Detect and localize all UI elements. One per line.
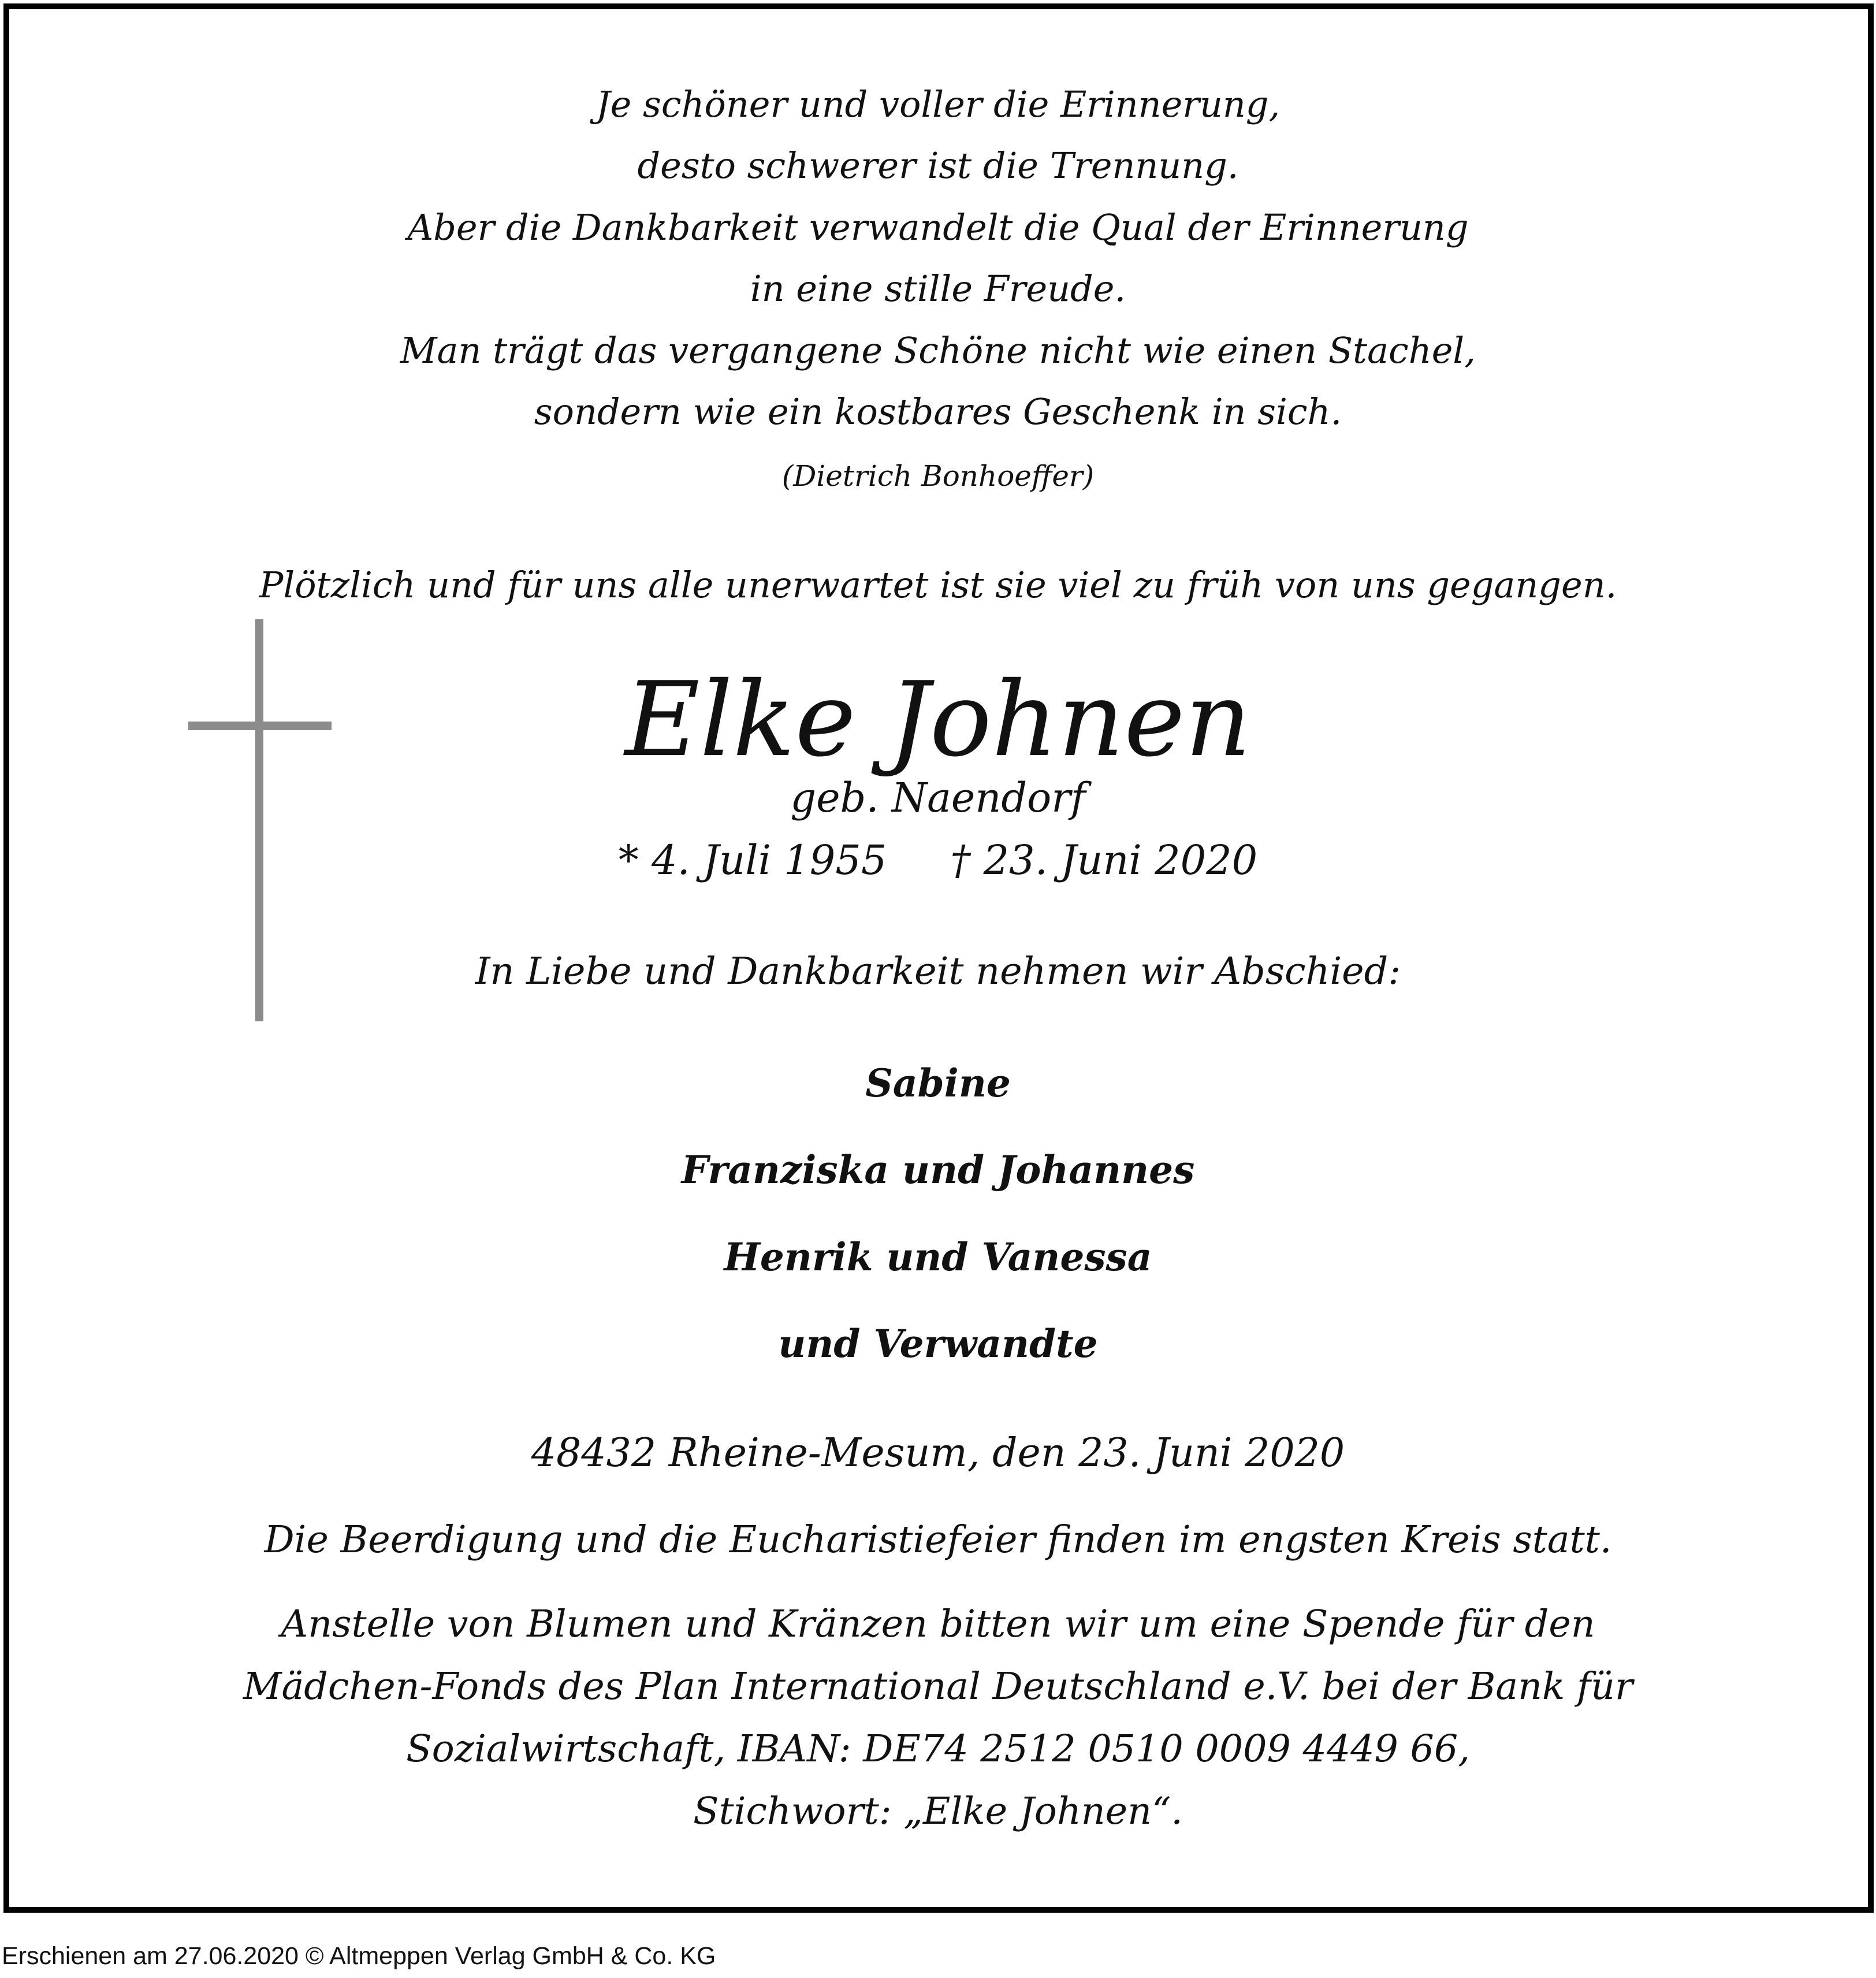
donation-line-4: Stichwort: „Elke Johnen“. xyxy=(693,1790,1183,1833)
donation-line-2: Mädchen-Fonds des Plan International Deutschland e.V. bei der Bank für xyxy=(243,1665,1633,1708)
mourner-1: Sabine xyxy=(865,1061,1011,1106)
quote-line-3: Aber die Dankbarkeit verwandelt die Qual der Erinnerung xyxy=(407,206,1469,248)
quote-line-1: Je schöner und voller die Erinnerung, xyxy=(595,83,1281,125)
donation-line-3: Sozialwirtschaft, IBAN: DE74 2512 0510 0009 4449 66, xyxy=(406,1727,1470,1771)
intro-text: Plötzlich und für uns alle unerwartet ist sie viel zu früh von uns gegangen. xyxy=(259,564,1617,606)
donation-line-1: Anstelle von Blumen und Kränzen bitten wir um eine Spende für den xyxy=(281,1603,1595,1646)
life-dates xyxy=(0,836,1876,884)
mourner-3: Henrik und Vanessa xyxy=(724,1235,1152,1280)
place-date: 48432 Rheine-Mesum, den 23. Juni 2020 xyxy=(531,1430,1345,1476)
maiden-name: geb. Naendorf xyxy=(790,774,1086,821)
quote-line-5: Man trägt das vergangene Schöne nicht wie einen Stachel, xyxy=(400,329,1476,371)
funeral-note: Die Beerdigung und die Eucharistiefeier finden im engsten Kreis statt. xyxy=(264,1518,1612,1561)
publication-footer: Erschienen am 27.06.2020 © Altmeppen Verlag GmbH & Co. KG xyxy=(2,1942,716,1970)
birth-date: * 4. Juli 1955 xyxy=(618,836,887,884)
quote-line-6: sondern wie ein kostbares Geschenk in sich. xyxy=(534,391,1342,433)
farewell-text: In Liebe und Dankbarkeit nehmen wir Abschied: xyxy=(475,950,1401,993)
deceased-name: Elke Johnen xyxy=(624,660,1252,779)
quote-line-4: in eine stille Freude. xyxy=(750,267,1126,310)
mourner-4: und Verwandte xyxy=(778,1321,1098,1366)
quote-attribution: (Dietrich Bonhoeffer) xyxy=(781,459,1095,493)
quote-line-2: desto schwerer ist die Trennung. xyxy=(637,144,1239,187)
mourner-2: Franziska und Johannes xyxy=(681,1147,1195,1192)
death-date: † 23. Juni 2020 xyxy=(950,836,1258,884)
